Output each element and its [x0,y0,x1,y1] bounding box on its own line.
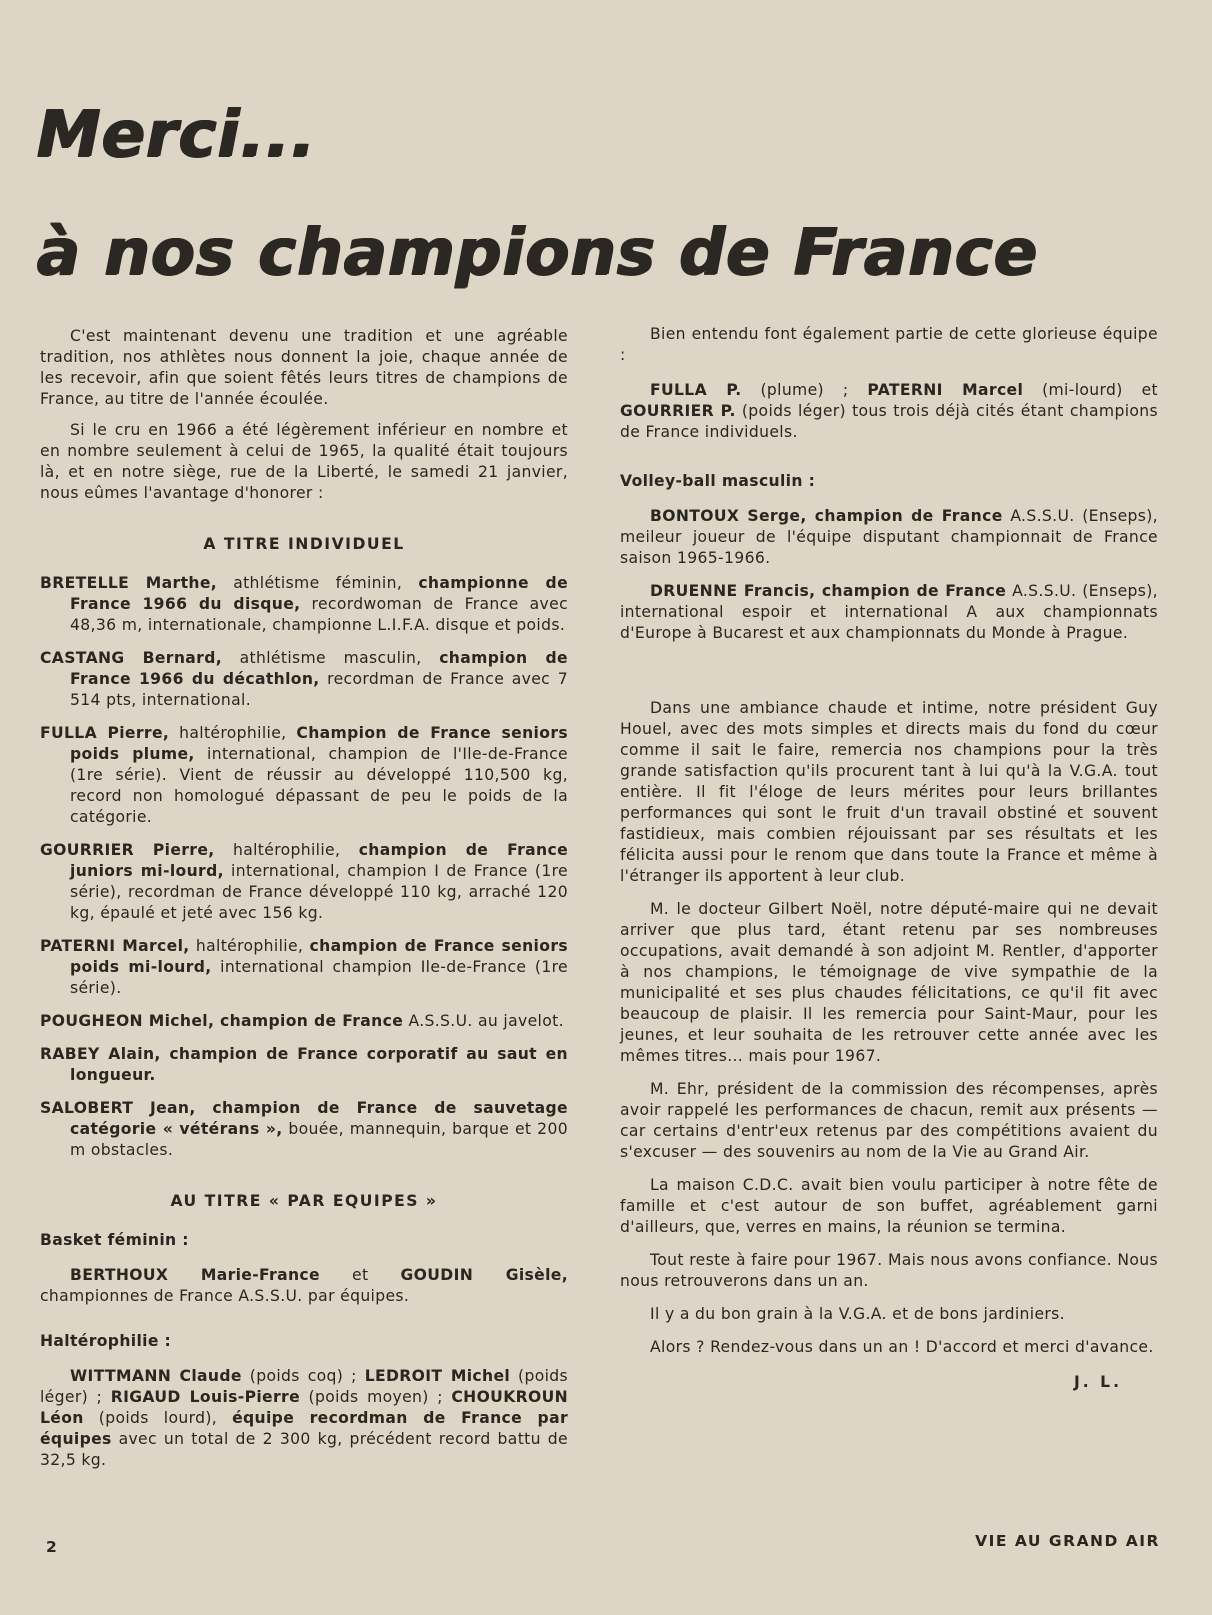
list-item: RABEY Alain, champion de France corporatif au saut en longueur. [40,1045,568,1084]
list-item: FULLA Pierre, haltérophilie, Champion de France seniors poids plume, international, champion de l'Ile-de-France (1re série). Vient de réussir au développé 110,500 kg, record non homologué dépassant de peu le poids de la catégorie. [40,724,568,826]
right-paragraph-2: FULLA P. (plume) ; PATERNI Marcel (mi-lourd) et GOURRIER P. (poids léger) tous trois déjà cités étant champions de France individuels. [620,381,1158,441]
headline-line-1: Merci... [36,98,316,172]
right-paragraph-7: Tout reste à faire pour 1967. Mais nous avons confiance. Nous nous retrouverons dans un an. [620,1251,1158,1290]
intro-paragraph-1: C'est maintenant devenu une tradition et une agréable tradition, nos athlètes nous donnent la joie, chaque année de les recevoir, afin que soient fêtés leurs titres de champions de France, au titre de l'année écoulée. [40,327,568,408]
headline-line-2: à nos champions de France [36,216,1038,290]
right-paragraph-9: Alors ? Rendez-vous dans un an ! D'accord et merci d'avance. [650,1338,1154,1356]
list-item: GOURRIER Pierre, haltérophilie, champion de France juniors mi-lourd, international, champion I de France (1re série), recordman de France développé 110 kg, arraché 120 kg, épaulé et jeté avec 156 kg. [40,841,568,922]
subheading-halterophilie: Haltérophilie : [40,1332,172,1350]
subheading-volley: Volley-ball masculin : [620,472,816,490]
section-heading-team: AU TITRE « PAR EQUIPES » [170,1192,438,1210]
magazine-name: VIE AU GRAND AIR [975,1532,1160,1550]
list-item: POUGHEON Michel, champion de France A.S.S.U. au javelot. [40,1012,564,1030]
right-paragraph-5: M. Ehr, président de la commission des récompenses, après avoir rappelé les performances de chacun, remit aux présents — car certains d'entr'eux retenus par des compétitions avaient du s'excuser — des souvenirs au nom de la Vie au Grand Air. [620,1080,1158,1161]
right-paragraph-6: La maison C.D.C. avait bien voulu participer à notre fête de famille et c'est autour de son buffet, agréablement garni d'ailleurs, que, verres en mains, la réunion se termina. [620,1176,1158,1236]
halterophilie-paragraph: WITTMANN Claude (poids coq) ; LEDROIT Michel (poids léger) ; RIGAUD Louis-Pierre (poids moyen) ; CHOUKROUN Léon (poids lourd), équipe recordman de France par équipes avec un total de 2 300 kg, précédent record battu de 32,5 kg. [40,1367,568,1469]
volley-paragraph-2: DRUENNE Francis, champion de France A.S.S.U. (Enseps), international espoir et international A aux championnats d'Europe à Bucarest et aux championnats du Monde à Prague. [620,582,1158,642]
right-column [620,324,1158,1393]
list-item: PATERNI Marcel, haltérophilie, champion de France seniors poids mi-lourd, international champion Ile-de-France (1re série). [40,937,568,997]
subheading-basket: Basket féminin : [40,1231,189,1249]
basket-paragraph: BERTHOUX Marie-France et GOUDIN Gisèle, championnes de France A.S.S.U. par équipes. [40,1266,568,1305]
right-paragraph-1: Bien entendu font également partie de cette glorieuse équipe : [620,325,1158,364]
right-paragraph-8: Il y a du bon grain à la V.G.A. et de bons jardiniers. [650,1305,1065,1323]
left-column [40,326,568,1471]
right-paragraph-3: Dans une ambiance chaude et intime, notre président Guy Houel, avec des mots simples et directs mais du fond du cœur comme il sait le faire, remercia nos champions pour la très grande satisfaction qu'ils procurent tant à lui qu'à la V.G.A. tout entière. Il fit l'éloge de leurs mérites pour leurs brillantes performances qui sont le fruit d'un travail obstiné et souvent fastidieux, mais combien réjouissant par ses résultats et les félicita aussi pour le renom que dans toute la France et même à l'étranger ils apportent à leur club. [620,699,1158,885]
right-paragraph-4: M. le docteur Gilbert Noël, notre député-maire qui ne devait arriver que plus tard, étant retenu par ses nombreuses occupations, avait demandé à son adjoint M. Rentler, d'apporter à nos champions, le témoignage de vive sympathie de la municipalité et ses plus chaudes félicitations, ce qu'il fit avec beaucoup de plaisir. Il les remercia pour Saint-Maur, pour les jeunes, et leur souhaita de les retrouver cette année avec les mêmes titres... mais pour 1967. [620,900,1158,1065]
list-item: CASTANG Bernard, athlétisme masculin, champion de France 1966 du décathlon, recordman de France avec 7 514 pts, international. [40,649,568,709]
intro-paragraph-2: Si le cru en 1966 a été légèrement inférieur en nombre et en nombre seulement à celui de 1965, la qualité était toujours là, et en notre siège, rue de la Liberté, le samedi 21 janvier, nous eûmes l'avantage d'honorer : [40,421,568,502]
list-item: BRETELLE Marthe, athlétisme féminin, championne de France 1966 du disque, recordwoman de France avec 48,36 m, internationale, championne L.I.F.A. disque et poids. [40,574,568,634]
volley-paragraph-1: BONTOUX Serge, champion de France A.S.S.U. (Enseps), meileur joueur de l'équipe disputant championnait de France saison 1965-1966. [620,507,1158,567]
page-number: 2 [46,1538,59,1556]
section-heading-individual: A TITRE INDIVIDUEL [203,535,405,553]
list-item: SALOBERT Jean, champion de France de sauvetage catégorie « vétérans », bouée, mannequin, barque et 200 m obstacles. [40,1099,569,1159]
signature: J. L. [1073,1373,1122,1391]
